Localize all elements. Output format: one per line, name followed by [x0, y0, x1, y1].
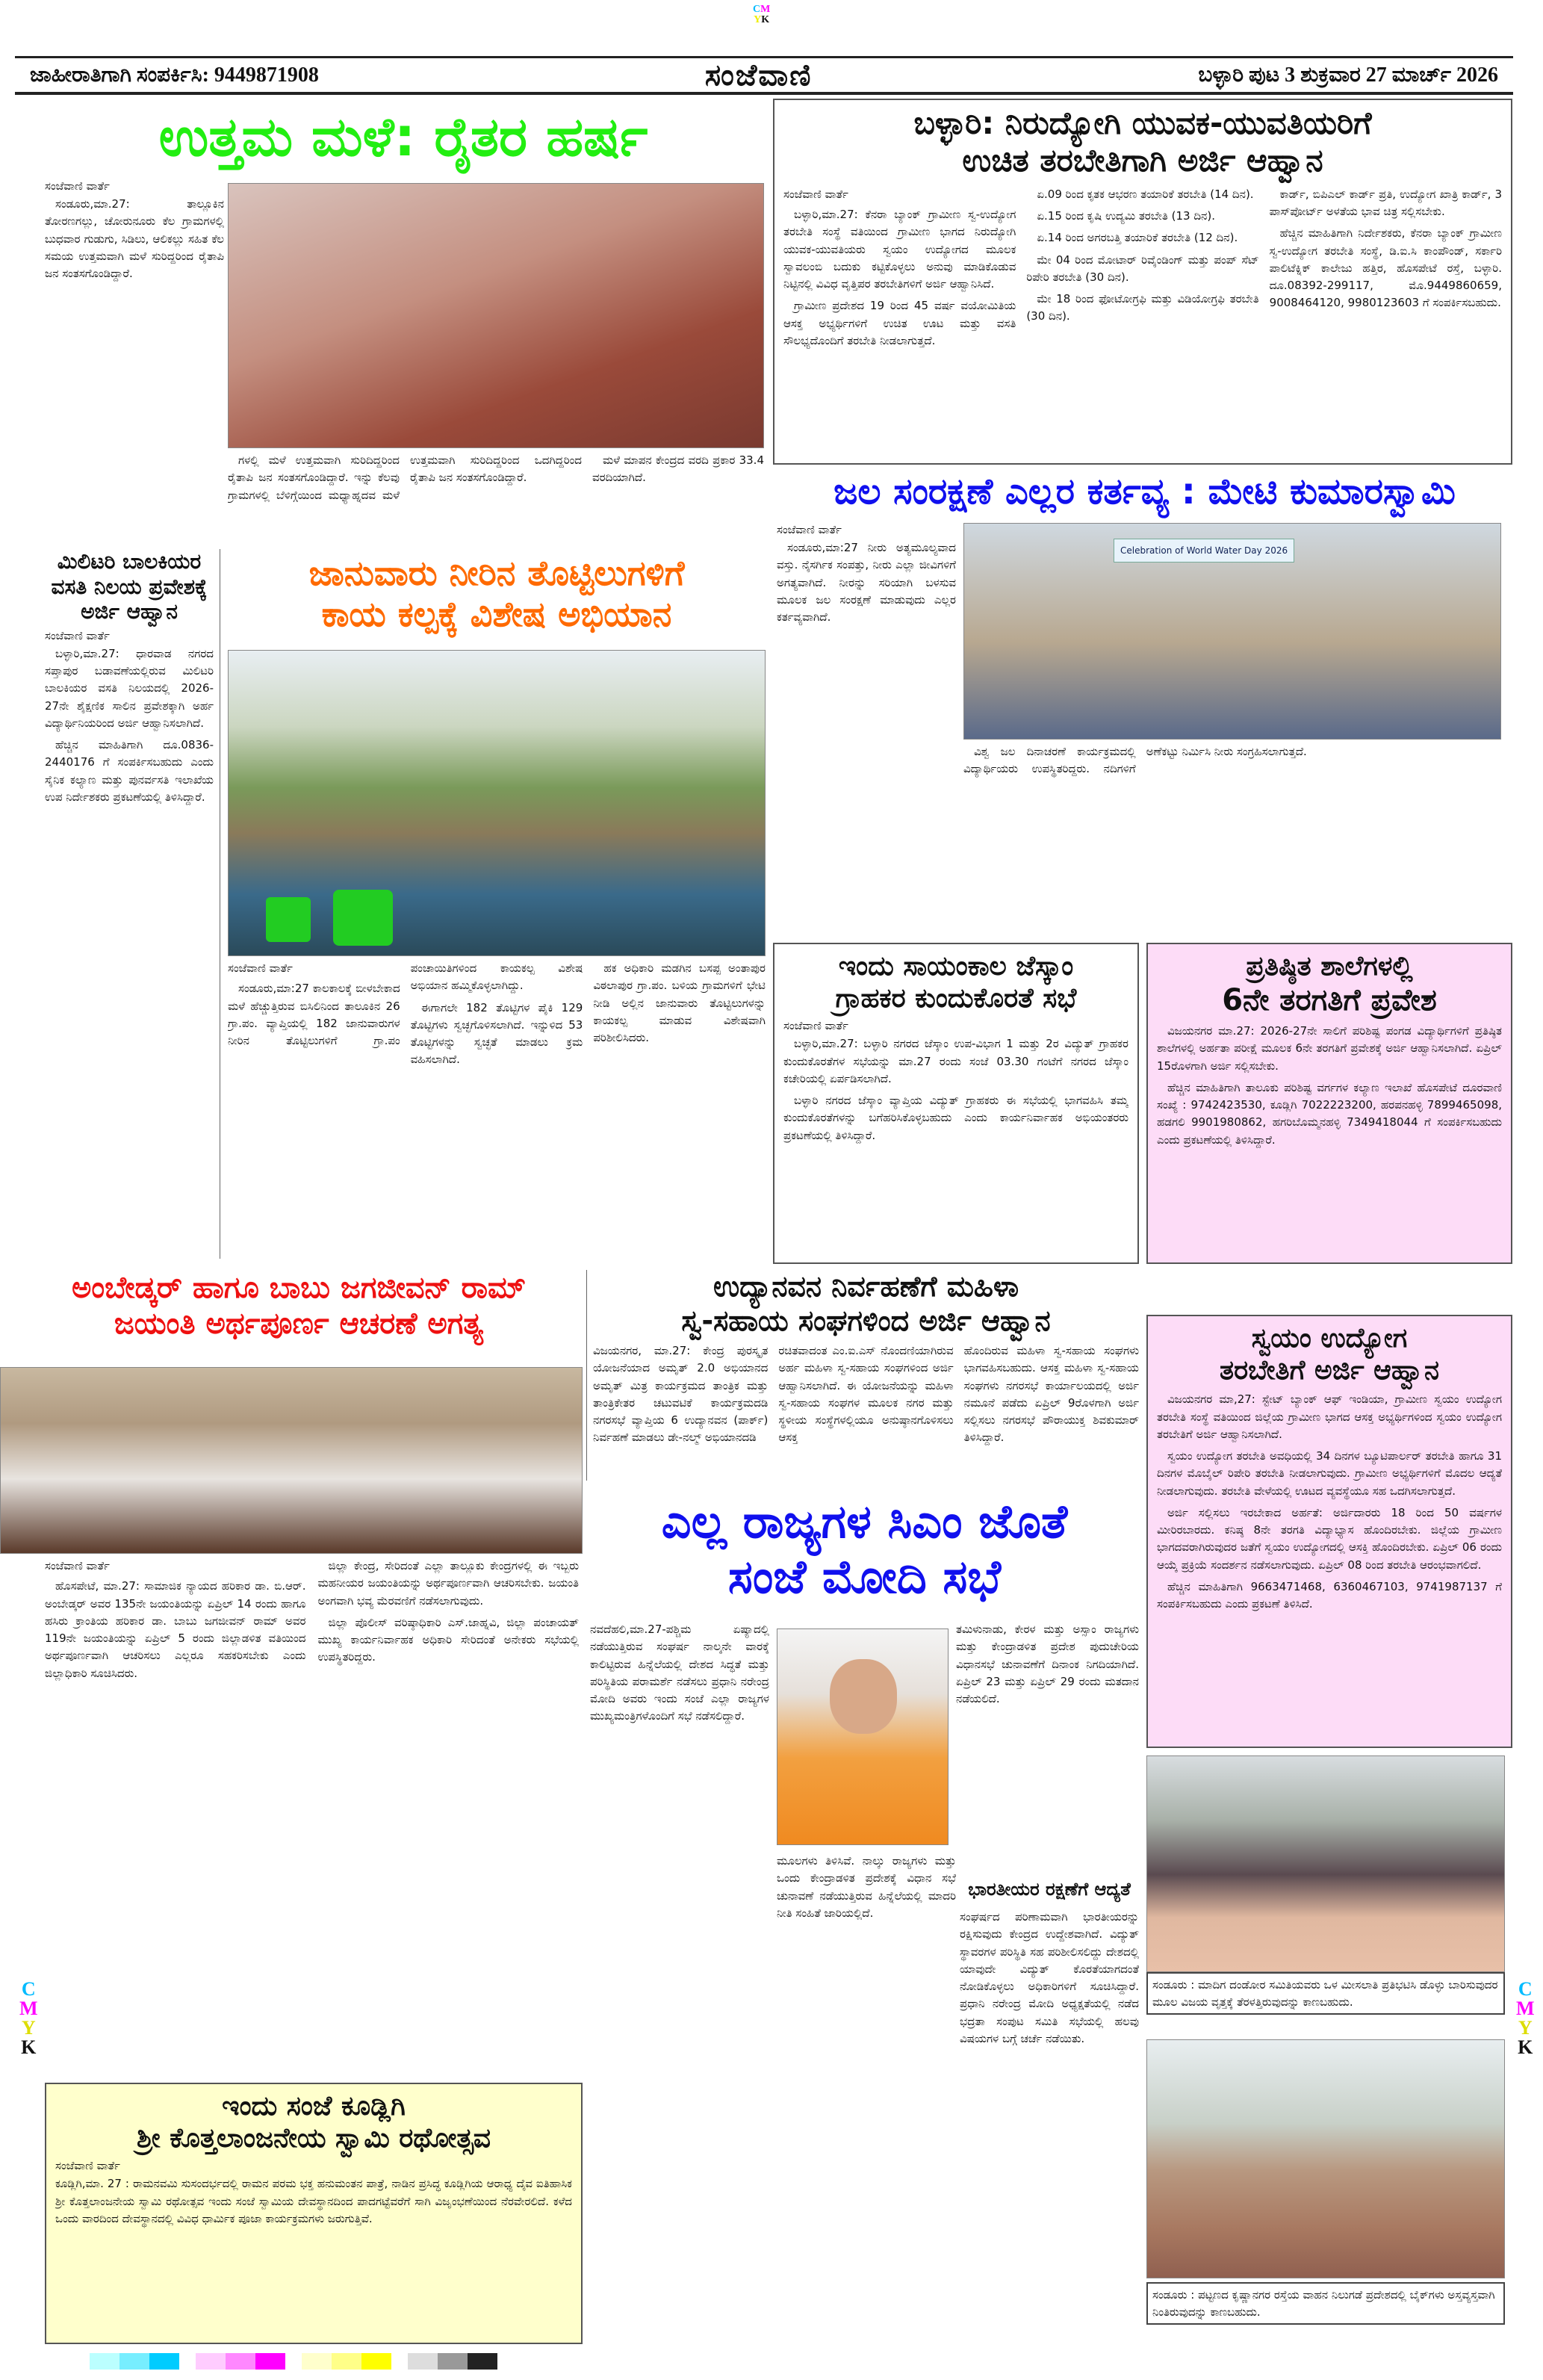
- headline: ಬಳ್ಳಾರಿ: ನಿರುದ್ಯೋಗಿ ಯುವಕ-ಯುವತಿಯರಿಗೆ: [913, 105, 1372, 141]
- ambedkar-story: [15, 1270, 583, 1342]
- jescom-story: ಇಂದು ಸಾಯಂಕಾಲ ಜೆಸ್ಕಾಂ ಗ್ರಾಹಕರ ಕುಂದುಕೊರತೆ ಸಭೆ ಸಂಜೆವಾಣಿ ವಾರ್ತೆ ಬಳ್ಳಾರಿ,ಮಾ.27: ಬಳ್ಳಾರಿ ನಗರದ ಜೆಸ್ಕಾಂ ಉಪ-ವಿಭಾಗ 1 ಮತ್ತು 2ರ ವಿದ್ಯುತ್ ಗ್ರಾಹಕರ ಕುಂದುಕೊರತೆಗಳ ಸಭೆಯನ್ನು ಮಾ.27 ರಂದು ಸಂಜೆ 03.30 ಗಂಟೆಗೆ ನಗರದ ಜೆಸ್ಕಾಂ ಕಚೇರಿಯಲ್ಲಿ ಏರ್ಪಡಿಸಲಾಗಿದೆ. ಬಳ್ಳಾರಿ ನಗರದ ಜೆಸ್ಕಾಂ ವ್ಯಾಪ್ತಿಯ ವಿದ್ಯುತ್ ಗ್ರಾಹಕರು ಈ ಸಭೆಯಲ್ಲಿ ಭಾಗವಹಿಸಿ ತಮ್ಮ ಕುಂದುಕೊರತೆಗಳನ್ನು ಬಗೆಹರಿಸಿಕೊಳ್ಳಬಹುದು ಎಂದು ಕಾರ್ಯನಿರ್ವಾಹಕ ಅಭಿಯಂತರರು ಪ್ರಕಟಣೆಯಲ್ಲಿ ತಿಳಿಸಿದ್ದಾರೆ.: [773, 943, 1139, 1264]
- green-bucket-icon: [333, 890, 393, 946]
- registration-mark-right: C M Y K: [1516, 1978, 1535, 2058]
- cattle-story: [228, 553, 766, 635]
- headline-line-2: ಸಂಜೆ ಮೋದಿ ಸಭೆ: [727, 1549, 1002, 1605]
- registration-mark-left: C M Y K: [19, 1978, 38, 2058]
- portrait-face: [830, 1659, 897, 1734]
- cm-text-col1: ನವದೆಹಲಿ,ಮಾ.27-ಪಶ್ಚಿಮ ಏಷ್ಯಾದಲ್ಲಿ ನಡೆಯುತ್ತಿರುವ ಸಂಘರ್ಷ ನಾಲ್ಕನೇ ವಾರಕ್ಕೆ ಕಾಲಿಟ್ಟಿರುವ ಹಿನ್ನೆಲೆಯಲ್ಲಿ ದೇಶದ ಸಿದ್ಧತೆ ಮತ್ತು ಪರಿಸ್ಥಿತಿಯ ಪರಾಮರ್ಶೆ ನಡೆಸಲು ಪ್ರಧಾನಿ ನರೇಂದ್ರ ಮೋದಿ ಅವರು ಇಂದು ಸಂಜೆ ಎಲ್ಲಾ ರಾಜ್ಯಗಳ ಮುಖ್ಯಮಂತ್ರಿಗಳೊಂದಿಗೆ ಸಭೆ ನಡೆಸಲಿದ್ದಾರೆ.: [590, 1623, 769, 1723]
- headline: ಉದ್ಯಾನವನ ನಿರ್ವಹಣೆಗೆ ಮಹಿಳಾ: [712, 1270, 1019, 1303]
- headline-line-2: ತರಬೇತಿಗೆ ಅರ್ಜಿ ಆಹ್ವಾನ: [1219, 1355, 1440, 1386]
- military-story: ಮಿಲಿಟರಿ ಬಾಲಕಿಯರ ವಸತಿ ನಿಲಯ ಪ್ರವೇಶಕ್ಕೆ ಅರ್ಜಿ ಆಹ್ವಾನ ಸಂಜೆವಾಣಿ ವಾರ್ತೆ ಬಳ್ಳಾರಿ,ಮಾ.27: ಧಾರವಾಡ ನಗರದ ಸಪ್ತಾಪುರ ಬಡಾವಣೆಯಲ್ಲಿರುವ ಮಿಲಿಟರಿ ಬಾಲಕಿಯರ ವಸತಿ ನಿಲಯದಲ್ಲಿ 2026-27ನೇ ಶೈಕ್ಷಣಿಕ ಸಾಲಿನ ಪ್ರವೇಶಕ್ಕಾಗಿ ಅರ್ಹ ವಿದ್ಯಾರ್ಥಿನಿಯರಿಂದ ಅರ್ಜಿ ಆಹ್ವಾನಿಸಲಾಗಿದೆ. ಹೆಚ್ಚಿನ ಮಾಹಿತಿಗಾಗಿ ದೂ.0836-2440176 ಗೆ ಸಂಪರ್ಕಿಸಬಹುದು ಎಂದು ಸೈನಿಕ ಕಲ್ಯಾಣ ಮತ್ತು ಪುನರ್ವಸತಿ ಇಲಾಖೆಯ ಉಪ ನಿರ್ದೇಶಕರು ಪ್ರಕಟಣೆಯಲ್ಲಿ ತಿಳಿಸಿದ್ದಾರೆ.: [45, 549, 220, 1259]
- photo-caption: ಸಂಡೂರು : ಪಟ್ಟಣದ ಕೃಷ್ಣಾನಗರ ರಸ್ತೆಯ ವಾಹನ ನಿಲುಗಡೆ ಪ್ರದೇಶದಲ್ಲಿ ಬೈಕ್‌ಗಳು ಅಸ್ತವ್ಯಸ್ತವಾಗಿ ನಿಂತಿರುವುದನ್ನು ಕಾಣಬಹುದು.: [1146, 2282, 1505, 2325]
- registration-mark-top: CM YK: [753, 4, 771, 25]
- byline: ಸಂಜೆವಾಣಿ ವಾರ್ತೆ: [45, 179, 110, 193]
- sandur-bikes-photo: [1146, 2039, 1505, 2278]
- ad-contact: ಜಾಹೀರಾತಿಗಾಗಿ ಸಂಪರ್ಕಿಸಿ: 9449871908: [30, 63, 319, 87]
- headline: ಜಾನುವಾರು ನೀರಿನ ತೊಟ್ಟಿಲುಗಳಿಗೆ: [308, 553, 685, 593]
- green-bucket-icon: [266, 897, 311, 942]
- ambedkar-text: ಸಂಜೆವಾಣಿ ವಾರ್ತೆ ಹೊಸಪೇಟೆ, ಮಾ.27: ಸಾಮಾಜಿಕ ನ್ಯಾಯದ ಹರಿಕಾರ ಡಾ. ಬಿ.ಆರ್. ಅಂಬೇಡ್ಕರ್ ಅವರ 135ನೇ ಜಯಂತಿಯನ್ನು ಏಪ್ರಿಲ್ 14 ರಂದು ಹಾಗೂ ಹಸಿರು ಕ್ರಾಂತಿಯ ಹರಿಕಾರ ಡಾ. ಬಾಬು ಜಗಜೀವನ್ ರಾಮ್ ಅವರ 119ನೇ ಜಯಂತಿಯನ್ನು ಏಪ್ರಿಲ್ 5 ರಂದು ಜಿಲ್ಲಾಡಳಿತ ವತಿಯಿಂದ ಅರ್ಥಪೂರ್ಣವಾಗಿ ಆಚರಿಸಲು ಎಲ್ಲರೂ ಸಹಕರಿಸಬೇಕು ಎಂದು ಜಿಲ್ಲಾಧಿಕಾರಿ ಸೂಚಿಸಿದರು. ಜಿಲ್ಲಾ ಕೇಂದ್ರ, ಸೇರಿದಂತೆ ಎಲ್ಲಾ ತಾಲ್ಲೂಕು ಕೇಂದ್ರಗಳಲ್ಲಿ ಈ ಇಬ್ಬರು ಮಹನೀಯರ ಜಯಂತಿಯನ್ನು ಅರ್ಥಪೂರ್ಣವಾಗಿ ಆಚರಿಸಬೇಕು. ಜಯಂತಿ ಅಂಗವಾಗಿ ಭವ್ಯ ಮೆರವಣಿಗೆ ನಡೆಸಲಾಗುವುದು. ಜಿಲ್ಲಾ ಪೊಲೀಸ್ ವರಿಷ್ಠಾಧಿಕಾರಿ ಎಸ್.ಜಾಹ್ನವಿ, ಜಿಲ್ಲಾ ಪಂಚಾಯತ್ ಮುಖ್ಯ ಕಾರ್ಯನಿರ್ವಾಹಕ ಅಧಿಕಾರಿ ಸೇರಿದಂತೆ ಅನೇಕರು ಸಭೆಯಲ್ಲಿ ಉಪಸ್ಥಿತರಿದ್ದರು.: [45, 1559, 579, 1680]
- rain-text-col: [45, 179, 224, 515]
- water-text-bottom: ವಿಶ್ವ ಜಲ ದಿನಾಚರಣೆ ಕಾರ್ಯಕ್ರಮದಲ್ಲಿ ವಿದ್ಯಾರ್ಥಿಯರು ಉಪಸ್ಥಿತರಿದ್ದರು. ನದಿಗಳಿಗೆ ಅಣೆಕಟ್ಟು ನಿರ್ಮಿಸಿ ನೀರು ಸಂಗ್ರಹಿಸಲಾಗುತ್ತದೆ.: [963, 745, 1307, 776]
- headline-line-2: ಉಚಿತ ತರಬೇತಿಗಾಗಿ ಅರ್ಜಿ ಆಹ್ವಾನ: [962, 142, 1323, 179]
- cattle-photo: [228, 650, 766, 956]
- headline-line-2: 6ನೇ ತರಗತಿಗೆ ಪ್ರವೇಶ: [1222, 983, 1437, 1018]
- water-story: [777, 471, 1512, 514]
- headline: ಸ್ವಯಂ ಉದ್ಯೋಗ: [1251, 1323, 1408, 1354]
- defence-headline: ಭಾರತೀಯರ ರಕ್ಷಣೆಗೆ ಆದ್ಯತೆ: [968, 1879, 1131, 1900]
- sandur-protest-photo: [1146, 1755, 1505, 1972]
- rain-text-bottom: ಗಳಲ್ಲಿ ಮಳೆ ಉತ್ತಮವಾಗಿ ಸುರಿದಿದ್ದರಿಂದ ರೈತಾಪಿ ಜನ ಸಂತಸಗೊಂಡಿದ್ದಾರೆ. ಇನ್ನು ಕೆಲವು ಗ್ರಾಮಗಳಲ್ಲಿ ಬೆಳಿಗ್ಗೆಯಿಂದ ಮಧ್ಯಾಹ್ನದವ ಮಳೆ ಉತ್ತಮವಾಗಿ ಸುರಿದಿದ್ದರಿಂದ ಒದಗಿದ್ದರಿಂದ ರೈತಾಪಿ ಜನ ಸಂತಸಗೊಂಡಿದ್ದಾರೆ. ಮಳೆ ಮಾಪನ ಕೇಂದ್ರದ ವರದಿ ಪ್ರಕಾರ 33.4 ವರದಿಯಾಗಿದೆ.: [228, 453, 764, 502]
- schools-story: ಪ್ರತಿಷ್ಠಿತ ಶಾಲೆಗಳಲ್ಲಿ 6ನೇ ತರಗತಿಗೆ ಪ್ರವೇಶ ವಿಜಯನಗರ ಮಾ.27: 2026-27ನೇ ಸಾಲಿಗೆ ಪರಿಶಿಷ್ಟ ಪಂಗಡ ವಿದ್ಯಾರ್ಥಿಗಳಿಗೆ ಪ್ರತಿಷ್ಠಿತ ಶಾಲೆಗಳಲ್ಲಿ ಅರ್ಹತಾ ಪರೀಕ್ಷೆ ಮೂಲಕ 6ನೇ ತರಗತಿಗೆ ಪ್ರವೇಶಕ್ಕೆ ಅರ್ಜಿ ಆಹ್ವಾನಿಸಲಾಗಿದೆ. ಏಪ್ರಿಲ್ 15ರೊಳಗಾಗಿ ಅರ್ಜಿ ಸಲ್ಲಿಸಬೇಕು. ಹೆಚ್ಚಿನ ಮಾಹಿತಿಗಾಗಿ ತಾಲೂಕು ಪರಿಶಿಷ್ಟ ವರ್ಗಗಳ ಕಲ್ಯಾಣ ಇಲಾಖೆ ಹೊಸಪೇಟೆ ದೂರವಾಣಿ ಸಂಖ್ಯೆ : 9742423530, ಕೂಡ್ಲಿಗಿ 7022223200, ಹರಪನಹಳ್ಳಿ 7899465098, ಹಡಗಲಿ 9901980862, ಹಗರಿಬೊಮ್ಮನಹಳ್ಳಿ 7349418044 ಗೆ ಸಂಪರ್ಕಿಸಬಹುದು ಎಂದು ಪ್ರಕಟಣೆಯಲ್ಲಿ ತಿಳಿಸಿದ್ದಾರೆ.: [1146, 943, 1512, 1264]
- training-story: ಬಳ್ಳಾರಿ: ನಿರುದ್ಯೋಗಿ ಯುವಕ-ಯುವತಿಯರಿಗೆ ಉಚಿತ ತರಬೇತಿಗಾಗಿ ಅರ್ಜಿ ಆಹ್ವಾನ ಸಂಜೆವಾಣಿ ವಾರ್ತೆ ಬಳ್ಳಾರಿ,ಮಾ.27: ಕೆನರಾ ಬ್ಯಾಂಕ್ ಗ್ರಾಮೀಣ ಸ್ವ-ಉದ್ಯೋಗ ತರಬೇತಿ ಸಂಸ್ಥೆ ವತಿಯಿಂದ ಗ್ರಾಮೀಣ ಭಾಗದ ನಿರುದ್ಯೋಗಿ ಯುವಕ-ಯುವತಿಯರು ಸ್ವಯಂ ಉದ್ಯೋಗದ ಮೂಲಕ ಸ್ವಾವಲಂಬಿ ಬದುಕು ಕಟ್ಟಿಕೊಳ್ಳಲು ಅನುವು ಮಾಡಿಕೊಡುವ ನಿಟ್ಟಿನಲ್ಲಿ ವಿವಿಧ ವೃತ್ತಿಪರ ತರಬೇತಿಗಳಿಗೆ ಅರ್ಜಿ ಆಹ್ವಾನಿಸಿದೆ. ಗ್ರಾಮೀಣ ಪ್ರದೇಶದ 19 ರಿಂದ 45 ವರ್ಷ ವಯೋಮಿತಿಯ ಆಸಕ್ತ ಅಭ್ಯರ್ಥಿಗಳಿಗೆ ಉಚಿತ ಊಟ ಮತ್ತು ವಸತಿ ಸೌಲಭ್ಯದೊಂದಿಗೆ ತರಬೇತಿ ನೀಡಲಾಗುತ್ತದೆ. ಏ.09 ರಿಂದ ಕೃತಕ ಆಭರಣ ತಯಾರಿಕೆ ತರಬೇತಿ (14 ದಿನ). ಏ.15 ರಿಂದ ಕೃಷಿ ಉದ್ಯಮಿ ತರಬೇತಿ (13 ದಿನ). ಏ.14 ರಿಂದ ಅಗರಬತ್ತಿ ತಯಾರಿಕೆ ತರಬೇತಿ (12 ದಿನ). ಮೇ 04 ರಿಂದ ಮೋಟಾರ್ ರಿವೈಂಡಿಂಗ್ ಮತ್ತು ಪಂಪ್ ಸೆಟ್ ರಿಪೇರಿ ತರಬೇತಿ (30 ದಿನ). ಮೇ 18 ರಿಂದ ಫೋಟೋಗ್ರಫಿ ಮತ್ತು ವಿಡಿಯೋಗ್ರಫಿ ತರಬೇತಿ (30 ದಿನ). ಕಾರ್ಡ್, ಬಿಪಿಎಲ್ ಕಾರ್ಡ್ ಪ್ರತಿ, ಉದ್ಯೋಗ ಖಾತ್ರಿ ಕಾರ್ಡ್, 3 ಪಾಸ್‌ಪೋರ್ಟ್ ಅಳತೆಯ ಭಾವ ಚಿತ್ರ ಸಲ್ಲಿಸಬೇಕು. ಹೆಚ್ಚಿನ ಮಾಹಿತಿಗಾಗಿ ನಿರ್ದೇಶಕರು, ಕೆನರಾ ಬ್ಯಾಂಕ್ ಗ್ರಾಮೀಣ ಸ್ವ-ಉದ್ಯೋಗ ತರಬೇತಿ ಸಂಸ್ಥೆ, ಡಿ.ಐ.ಸಿ ಕಾಂಪೌಂಡ್, ಸರ್ಕಾರಿ ಪಾಲಿಟೆಕ್ನಿಕ್ ಕಾಲೇಜು ಹತ್ತಿರ, ಹೊಸಪೇಟೆ ರಸ್ತೆ, ಬಳ್ಳಾರಿ. ದೂ.08392-299117, ಮೊ.9449860659, 9008464120, 9980123603 ಗೆ ಸಂಪರ್ಕಿಸಬಹುದು.: [773, 99, 1512, 465]
- headline: ಉತ್ತಮ ಮಳೆ: ರೈತರ ಹರ್ಷ: [158, 105, 648, 168]
- headline-line-2: ಸ್ವ-ಸಹಾಯ ಸಂಘಗಳಿಂದ ಅರ್ಜಿ ಆಹ್ವಾನ: [681, 1304, 1051, 1337]
- water-photo: [963, 523, 1501, 740]
- modi-photo: [777, 1628, 949, 1845]
- headline: ಮಿಲಿಟರಿ ಬಾಲಕಿಯರ ವಸತಿ ನಿಲಯ ಪ್ರವೇಶಕ್ಕೆ ಅರ್ಜಿ ಆಹ್ವಾನ: [51, 549, 208, 625]
- cm-text-col3: ಮೂಲಗಳು ತಿಳಿಸಿವೆ. ನಾಲ್ಕು ರಾಜ್ಯಗಳು ಮತ್ತು ಒಂದು ಕೇಂದ್ರಾಡಳಿತ ಪ್ರದೇಶಕ್ಕೆ ವಿಧಾನ ಸಭೆ ಚುನಾವಣೆ ನಡೆಯುತ್ತಿರುವ ಹಿನ್ನೆಲೆಯಲ್ಲಿ ಮಾದರಿ ನೀತಿ ಸಂಹಿತೆ ಜಾರಿಯಲ್ಲಿದೆ.: [777, 1854, 956, 1920]
- headline: ಎಲ್ಲ ರಾಜ್ಯಗಳ ಸಿಎಂ ಜೊತೆ: [661, 1494, 1068, 1549]
- water-text-col: ಸಂಜೆವಾಣಿ ವಾರ್ತೆ ಸಂಡೂರು,ಮಾ:27 ನೀರು ಅತ್ಯಮೂಲ್ಯವಾದ ವಸ್ತು. ನೈಸರ್ಗಿಕ ಸಂಪತ್ತು, ನೀರು ಎಲ್ಲಾ ಜೀವಿಗಳಿಗೆ ಅಗತ್ಯವಾಗಿದೆ. ನೀರನ್ನು ಸರಿಯಾಗಿ ಬಳಸುವ ಮೂಲಕ ಜಲ ಸಂರಕ್ಷಣೆ ಮಾಡುವುದು ಎಲ್ಲರ ಕರ್ತವ್ಯವಾಗಿದೆ.: [777, 523, 956, 624]
- newspaper-logo: ಸಂಜೆವಾಣಿ: [704, 58, 813, 92]
- headline-line-2: ಜಯಂತಿ ಅರ್ಥಪೂರ್ಣ ಆಚರಣೆ ಅಗತ್ಯ: [114, 1307, 484, 1341]
- park-story: ಉದ್ಯಾನವನ ನಿರ್ವಹಣೆಗೆ ಮಹಿಳಾ ಸ್ವ-ಸಹಾಯ ಸಂಘಗಳಿಂದ ಅರ್ಜಿ ಆಹ್ವಾನ ವಿಜಯನಗರ, ಮಾ.27: ಕೇಂದ್ರ ಪುರಸ್ಕೃತ ಯೋಜನೆಯಾದ ಅಮೃತ್ 2.0 ಅಭಿಯಾನದ ಅಮೃತ್ ಮಿತ್ರ ಕಾರ್ಯಕ್ರಮದ ತಾಂತ್ರಿಕ ಮತ್ತು ತಾಂತ್ರಿಕೇತರ ಚಟುವಟಿಕೆ ಕಾರ್ಯಕ್ರಮದಡಿ ನಗರಸಭೆ ವ್ಯಾಪ್ತಿಯ 6 ಉದ್ಯಾನವನ (ಪಾರ್ಕ್) ನಿರ್ವಹಣೆ ಮಾಡಲು ಡೇ-ನಲ್ಮ್ ಅಭಿಯಾನದಡಿ ರಚಿತವಾದಂತ ಎಂ.ಐ.ಎಸ್ ನೊಂದಣಿಯಾಗಿರುವ ಅರ್ಹ ಮಹಿಳಾ ಸ್ವ-ಸಹಾಯ ಸಂಘಗಳಿಂದ ಅರ್ಜಿ ಆಹ್ವಾನಿಸಲಾಗಿದೆ. ಈ ಯೋಜನೆಯನ್ನು ಮಹಿಳಾ ಸ್ವ-ಸಹಾಯ ಸಂಘಗಳ ಮೂಲಕ ನಗರ ಮತ್ತು ಸ್ಥಳೀಯ ಸಂಸ್ಥೆಗಳಲ್ಲಿಯೂ ಅನುಷ್ಠಾನಗೊಳಿಸಲು ಆಸಕ್ತ ಹೊಂದಿರುವ ಮಹಿಳಾ ಸ್ವ-ಸಹಾಯ ಸಂಘಗಳು ಭಾಗವಹಿಸಬಹುದು. ಆಸಕ್ತ ಮಹಿಳಾ ಸ್ವ-ಸಹಾಯ ಸಂಘಗಳು ನಗರಸಭೆ ಕಾರ್ಯಾಲಯದಲ್ಲಿ ಅರ್ಜಿ ನಮೂನೆ ಪಡೆದು ಏಪ್ರಿಲ್ 9ರೊಳಗಾಗಿ ಅರ್ಜಿ ಸಲ್ಲಿಸಲು ನಗರಸಭೆ ಪೌರಾಯುಕ್ತ ಶಿವಕುಮಾರ್ ತಿಳಿಸಿದ್ದಾರೆ.: [586, 1270, 1139, 1481]
- masthead: [15, 56, 1513, 95]
- color-calibration-bars: [90, 2353, 497, 2370]
- headline: ಅಂಬೇಡ್ಕರ್ ಹಾಗೂ ಬಾಬು ಜಗಜೀವನ್ ರಾಮ್: [72, 1271, 526, 1305]
- dateline: ಬಳ್ಳಾರಿ ಪುಟ 3 ಶುಕ್ರವಾರ 27 ಮಾರ್ಚ್ 2026: [1198, 63, 1498, 87]
- paragraph: ಸಂಡೂರು,ಮಾ.27: ತಾಲ್ಲೂಕಿನ ತೋರಣಗಲ್ಲು, ಚೋರುನೂರು ಕೆಲ ಗ್ರಾಮಗಳಲ್ಲಿ ಬುಧವಾರ ಗುಡುಗು, ಸಿಡಿಲು, ಆಲಿಕಲ್ಲು ಸಹಿತ ಕೆಲ ಸಮಯ ಉತ್ತಮವಾಗಿ ಮಳೆ ಸುರಿದ್ದರಿಂದ ರೈತಾಪಿ ಜನ ಸಂತಸಗೊಂಡಿದ್ದಾರೆ.: [45, 197, 224, 280]
- headline: ಇಂದು ಸಂಜೆ ಕೂಡ್ಲಿಗಿ: [222, 2091, 406, 2122]
- kudligi-story: ಇಂದು ಸಂಜೆ ಕೂಡ್ಲಿಗಿ ಶ್ರೀ ಕೊತ್ತಲಾಂಜನೇಯ ಸ್ವಾಮಿ ರಥೋತ್ಸವ ಸಂಜೆವಾಣಿ ವಾರ್ತೆ ಕೂಡ್ಲಿಗಿ,ಮಾ. 27 : ರಾಮನವಮಿ ಸುಸಂದರ್ಭದಲ್ಲಿ ರಾಮನ ಪರಮ ಭಕ್ತ ಹನುಮಂತನ ಪಾತ್ರೆ, ನಾಡಿನ ಪ್ರಸಿದ್ಧ ಕೂಡ್ಲಿಗಿಯ ಆರಾಧ್ಯ ದೈವ ಐತಿಹಾಸಿಕ ಶ್ರೀ ಕೊತ್ತಲಾಂಜನೇಯ ಸ್ವಾಮಿ ರಥೋತ್ಸವ ಇಂದು ಸಂಜೆ ಸ್ವಾಮಿಯ ದೇವಸ್ಥಾನದಿಂದ ಪಾದಗಟ್ಟೆವರೆಗೆ ಸಾಗಿ ವಿಜೃಂಭಣೆಯಿಂದ ನೆರವೇರಲಿದೆ. ಕಳೆದ ಒಂದು ವಾರದಿಂದ ದೇವಸ್ಥಾನದಲ್ಲಿ ವಿವಿಧ ಧಾರ್ಮಿಕ ಪೂಜಾ ಕಾರ್ಯಕ್ರಮಗಳು ಜರುಗುತ್ತಿವೆ.: [45, 2083, 583, 2344]
- cm-text-col2: ತಮಿಳುನಾಡು, ಕೇರಳ ಮತ್ತು ಅಸ್ಸಾಂ ರಾಜ್ಯಗಳು ಮತ್ತು ಕೇಂದ್ರಾಡಳಿತ ಪ್ರದೇಶ ಪುದುಚೇರಿಯ ವಿಧಾನಸಭೆ ಚುನಾವಣೆಗೆ ದಿನಾಂಕ ನಿಗದಿಯಾಗಿದೆ. ಏಪ್ರಿಲ್ 23 ಮತ್ತು ಏಪ್ರಿಲ್ 29 ರಂದು ಮತದಾನ ನಡೆಯಲಿದೆ.: [956, 1623, 1139, 1705]
- cm-story: [590, 1494, 1139, 1605]
- headline: ಇಂದು ಸಾಯಂಕಾಲ ಜೆಸ್ಕಾಂ: [838, 951, 1074, 982]
- headline-line-2: ಕಾಯ ಕಲ್ಪಕ್ಕೆ ವಿಶೇಷ ಅಭಿಯಾನ: [321, 594, 672, 635]
- ambedkar-meeting-photo: [0, 1367, 583, 1554]
- headline: ಜಲ ಸಂರಕ್ಷಣೆ ಎಲ್ಲರ ಕರ್ತವ್ಯ : ಮೇಟಿ ಕುಮಾರಸ್ವಾಮಿ: [833, 471, 1456, 512]
- headline: ಪ್ರತಿಷ್ಠಿತ ಶಾಲೆಗಳಲ್ಲಿ: [1246, 951, 1413, 982]
- rain-story: [45, 105, 762, 169]
- self-employment-story: ಸ್ವಯಂ ಉದ್ಯೋಗ ತರಬೇತಿಗೆ ಅರ್ಜಿ ಆಹ್ವಾನ ವಿಜಯನಗರ ಮಾ,27: ಸ್ಟೇಟ್ ಬ್ಯಾಂಕ್ ಆಫ್ ಇಂಡಿಯಾ, ಗ್ರಾಮೀಣ ಸ್ವಯಂ ಉದ್ಯೋಗ ತರಬೇತಿ ಸಂಸ್ಥೆ ವತಿಯಿಂದ ಜಿಲ್ಲೆಯ ಗ್ರಾಮೀಣ ಭಾಗದ ಆಸಕ್ತ ಅಭ್ಯರ್ಥಿಗಳಿಂದ ಸ್ವಯಂ ಉದ್ಯೋಗ ತರಬೇತಿಗೆ ಅರ್ಜಿ ಆಹ್ವಾನಿಸಲಾಗಿದೆ. ಸ್ವಯಂ ಉದ್ಯೋಗ ತರಬೇತಿ ಅವಧಿಯಲ್ಲಿ 34 ದಿನಗಳ ಬ್ಯೂಟಿಪಾರ್ಲರ್ ತರಬೇತಿ ಹಾಗೂ 31 ದಿನಗಳ ಮೊಬೈಲ್ ರಿಪೇರಿ ತರಬೇತಿ ನೀಡಲಾಗುವುದು. ಗ್ರಾಮೀಣ ಅಭ್ಯರ್ಥಿಗಳಿಗೆ ಮೊದಲ ಆದ್ಯತೆ ನೀಡಲಾಗುವುದು. ತರಬೇತಿ ವೇಳೆಯಲ್ಲಿ ಊಟದ ವ್ಯವಸ್ಥೆಯೂ ಸಹ ಒದಗಿಸಲಾಗುತ್ತದೆ. ಅರ್ಜಿ ಸಲ್ಲಿಸಲು ಇರಬೇಕಾದ ಅರ್ಹತೆ: ಅರ್ಜಿದಾರರು 18 ರಿಂದ 50 ವರ್ಷಗಳ ಮೀರಿರಬಾರದು. ಕನಿಷ್ಠ 8ನೇ ತರಗತಿ ವಿದ್ಯಾಭ್ಯಾಸ ಹೊಂದಿರಬೇಕು. ಜಿಲ್ಲೆಯ ಗ್ರಾಮೀಣ ಭಾಗದವರಾಗಿರುವುದರ ಜತೆಗೆ ಸ್ವಯಂ ಉದ್ಯೋಗದಲ್ಲಿ ಆಸಕ್ತಿ ಹೊಂದಿರಬೇಕು. ಏಪ್ರಿಲ್ 06 ರಂದು ಆಯ್ಕೆ ಪ್ರಕ್ರಿಯೆ ಸಂದರ್ಶನ ನಡೆಸಲಾಗುವುದು. ಏಪ್ರಿಲ್ 08 ರಿಂದ ತರಬೇತಿ ಆರಂಭವಾಗಲಿದೆ. ಹೆಚ್ಚಿನ ಮಾಹಿತಿಗಾಗಿ 9663471468, 6360467103, 9741987137 ಗೆ ಸಂಪರ್ಕಿಸಬಹುದು ಎಂದು ಪ್ರಕಟಣೆ ತಿಳಿಸಿದೆ.: [1146, 1315, 1512, 1748]
- headline-line-2: ಶ್ರೀ ಕೊತ್ತಲಾಂಜನೇಯ ಸ್ವಾಮಿ ರಥೋತ್ಸವ: [137, 2123, 491, 2154]
- rain-photo: [228, 183, 764, 448]
- headline-line-2: ಗ್ರಾಹಕರ ಕುಂದುಕೊರತೆ ಸಭೆ: [835, 983, 1077, 1014]
- photo-banner: Celebration of World Water Day 2026: [1114, 539, 1294, 563]
- photo-caption: ಸಂಡೂರು : ಮಾದಿಗ ದಂಡೋರ ಸಮಿತಿಯವರು ಒಳ ಮೀಸಲಾತಿ ಪ್ರತಿಭಟಿಸಿ ಡೊಳ್ಳು ಬಾರಿಸುವುದರ ಮೂಲ ವಿಜಯ ವೃತ್ತಕ್ಕೆ ತೆರಳತ್ತಿರುವುದನ್ನು ಕಾಣಬಹುದು.: [1146, 1972, 1505, 2015]
- cattle-text: ಸಂಜೆವಾಣಿ ವಾರ್ತೆ ಸಂಡೂರು,ಮಾ:27 ಕಾಲಕಾಲಕ್ಕೆ ಬೀಳಬೇಕಾದ ಮಳೆ ಹೆಚ್ಚುತ್ತಿರುವ ಬಿಸಿಲಿನಿಂದ ತಾಲೂಕಿನ 26 ಗ್ರಾ.ಪಂ. ವ್ಯಾಪ್ತಿಯಲ್ಲಿ 182 ಜಾನುವಾರುಗಳ ನೀರಿನ ತೊಟ್ಟಿಲುಗಳಿಗೆ ಗ್ರಾ.ಪಂ ಪಂಚಾಯಿತಿಗಳಿಂದ ಕಾಯಕಲ್ಪ ವಿಶೇಷ ಅಭಿಯಾನ ಹಮ್ಮಿಕೊಳ್ಳಲಾಗಿದ್ದು. ಈಗಾಗಲೇ 182 ತೊಟ್ಟಿಗಳ ಪೈಕಿ 129 ತೊಟ್ಟಿಗಳು ಸ್ವಚ್ಛಗೊಳಿಸಲಾಗಿದೆ. ಇನ್ನುಳಿದ 53 ತೊಟ್ಟಿಗಳನ್ನು ಸ್ವಚ್ಛತೆ ಮಾಡಲು ಕ್ರಮ ವಹಿಸಲಾಗಿದೆ. ಹಕ ಅಧಿಕಾರಿ ಮಡಗಿನ ಬಸಪ್ಪ ಅಂತಾಪುರ ವಿಠಲಾಪುರ ಗ್ರಾ.ಪಂ. ಬಳಿಯ ಗ್ರಾಮಗಳಿಗೆ ಭೇಟಿ ನೀಡಿ ಅಲ್ಲಿನ ಜಾನುವಾರು ತೊಟ್ಟಿಲುಗಳನ್ನು ಕಾಯಕಲ್ಪ ಮಾಡುವ ವಿಶೇಷವಾಗಿ ಪರಿಶೀಲಿಸಿದರು.: [228, 961, 766, 1067]
- defence-text: ಸಂಘರ್ಷದ ಪರಿಣಾಮವಾಗಿ ಭಾರತೀಯರನ್ನು ರಕ್ಷಿಸುವುದು ಕೇಂದ್ರದ ಉದ್ದೇಶವಾಗಿದೆ. ವಿದ್ಯುತ್ ಸ್ಥಾವರಗಳ ಪರಿಸ್ಥಿತಿ ಸಹ ಪರಿಶೀಲಿಸಲಿದ್ದು ದೇಶದಲ್ಲಿ ಯಾವುದೇ ವಿದ್ಯುತ್ ಕೊರತೆಯಾಗದಂತೆ ನೋಡಿಕೊಳ್ಳಲು ಅಧಿಕಾರಿಗಳಿಗೆ ಸೂಚಿಸಿದ್ದಾರೆ. ಪ್ರಧಾನಿ ನರೇಂದ್ರ ಮೋದಿ ಅಧ್ಯಕ್ಷತೆಯಲ್ಲಿ ನಡೆದ ಭದ್ರತಾ ಸಂಪುಟ ಸಮಿತಿ ಸಭೆಯಲ್ಲಿ ಹಲವು ವಿಷಯಗಳ ಬಗ್ಗೆ ಚರ್ಚೆ ನಡೆಯಿತು.: [960, 1910, 1139, 2045]
